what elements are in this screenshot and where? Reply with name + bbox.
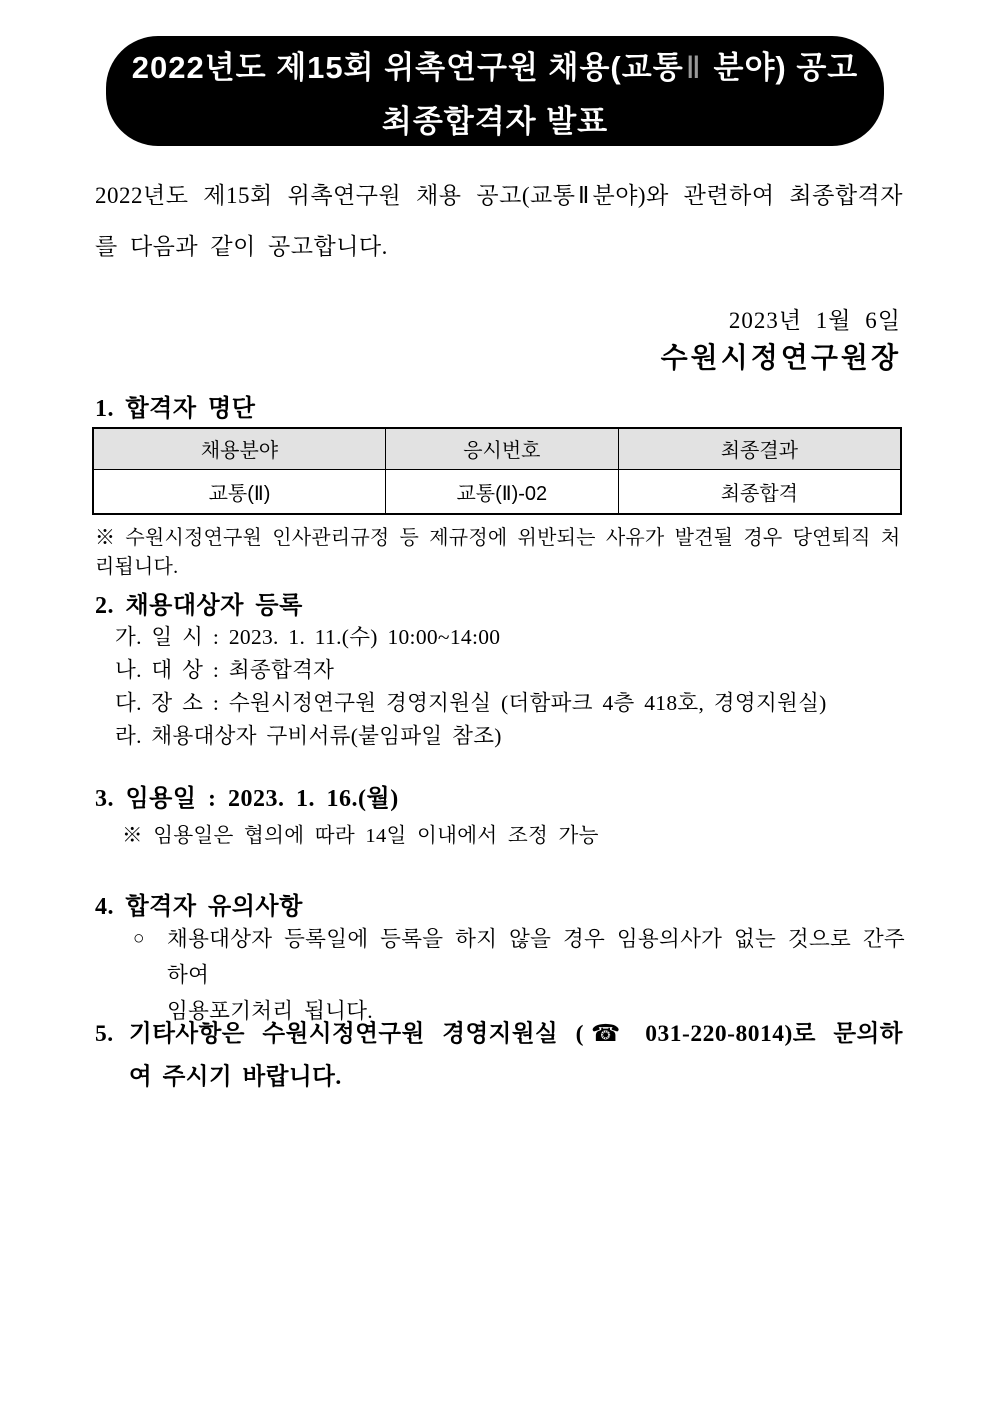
registration-item-place: 다. 장 소 : 수원시정연구원 경영지원실 (더함파크 4층 418호, 경영지원실) xyxy=(115,691,827,715)
table-data-row xyxy=(93,469,901,514)
section-4-heading: 4. 합격자 유의사항 xyxy=(95,894,303,920)
results-table xyxy=(92,427,902,515)
registration-item-documents: 라. 채용대상자 구비서류(붙임파일 참조) xyxy=(115,724,502,748)
notice-line: 채용대상자 등록일에 등록을 하지 않을 경우 임용의사가 없는 것으로 간주하여 xyxy=(167,927,905,987)
title-line-1-suffix: 분야) 공고 xyxy=(703,49,859,85)
column-header-number: 응시번호 xyxy=(385,428,618,469)
date-line: 2023년 1월 6일 xyxy=(728,308,901,333)
cell-result: 최종합격 xyxy=(618,469,901,514)
registration-items xyxy=(115,621,903,753)
section-5-line-1 xyxy=(129,1013,903,1056)
intro-line: 2022년도 제15회 위촉연구원 채용 공고(교통Ⅱ분야)와 관련하여 최종합격자 xyxy=(95,183,903,208)
signature: 수원시정연구원장 xyxy=(660,343,901,374)
table-note: ※ 수원시정연구원 인사관리규정 등 제규정에 위반되는 사유가 발견될 경우 당연퇴직 처리됩니다. xyxy=(95,527,901,578)
intro-paragraph xyxy=(95,170,903,272)
registration-item-target: 나. 대 상 : 최종합격자 xyxy=(115,658,335,682)
circle-bullet-icon: ○ xyxy=(133,928,145,949)
roman-numeral-two: Ⅱ xyxy=(685,49,702,85)
results-table-container xyxy=(92,427,902,515)
intro-line: 를 다음과 같이 공고합니다. xyxy=(95,234,388,259)
title-line-2: 최종합격자 발표 xyxy=(381,103,609,139)
section-3-heading: 3. 임용일 : 2023. 1. 16.(월) xyxy=(95,786,399,812)
contact-suffix: 031-220-8014)로 문의하 xyxy=(627,1021,904,1047)
title-line-1 xyxy=(132,42,859,87)
cell-field: 교통(Ⅱ) xyxy=(93,469,385,514)
section-5-text xyxy=(129,1013,903,1099)
title-banner xyxy=(106,36,884,146)
phone-icon: ☎ xyxy=(584,1021,628,1047)
column-header-result: 최종결과 xyxy=(618,428,901,469)
cell-number: 교통(Ⅱ)-02 xyxy=(385,469,618,514)
section-5-line-2: 여 주시기 바랍니다. xyxy=(129,1064,342,1090)
section-5-paragraph xyxy=(95,1013,903,1099)
notice-line: 임용포기처리 됩니다. xyxy=(167,999,373,1023)
section-2-heading: 2. 채용대상자 등록 xyxy=(95,593,303,619)
title-line-1-prefix: 2022년도 제15회 위촉연구원 채용(교통 xyxy=(131,49,684,85)
table-header-row xyxy=(93,428,901,469)
column-header-field: 채용분야 xyxy=(93,428,385,469)
appointment-note: ※ 임용일은 협의에 따라 14일 이내에서 조정 가능 xyxy=(122,825,599,847)
section-5-marker: 5. xyxy=(95,1021,114,1047)
section-1-heading: 1. 합격자 명단 xyxy=(95,396,256,422)
contact-prefix: 기타사항은 수원시정연구원 경영지원실 ( xyxy=(129,1021,585,1047)
registration-item-datetime: 가. 일 시 : 2023. 1. 11.(수) 10:00~14:00 xyxy=(115,625,501,649)
